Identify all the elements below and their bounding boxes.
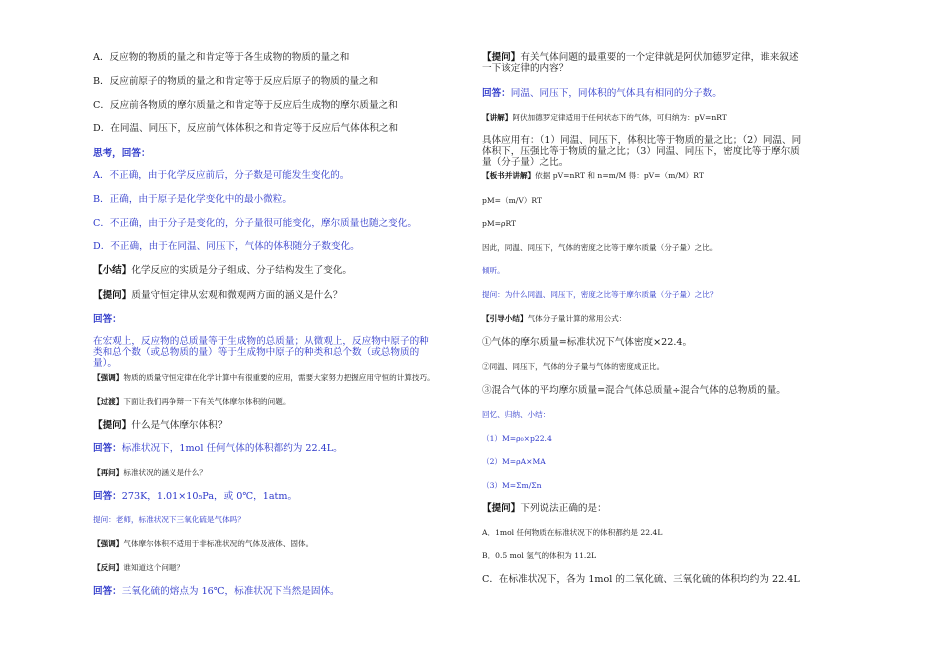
line-text: 提问：老师，标准状况下三氧化硫是气体吗？ — [93, 515, 245, 524]
line-text: 三氧化硫的熔点为 16℃，标准状况下当然是固体。 — [121, 586, 340, 597]
line-text: 273K，1.01×10₅Pa，或 0℃，1atm。 — [121, 491, 298, 502]
left-column-line — [93, 100, 398, 111]
line-text: 谁知道这个问题？ — [123, 563, 185, 572]
line-tag: 【提问】 — [482, 52, 521, 63]
right-column-line — [482, 289, 717, 300]
line-text: 物质的质量守恒定律在化学计算中有很重要的应用，需要大家努力把握应用守恒的计算技巧。 — [123, 373, 435, 382]
right-column-line — [482, 433, 552, 444]
left-column-line — [93, 538, 313, 549]
right-column-line — [482, 361, 664, 372]
right-column-line — [482, 52, 802, 74]
line-tag: 【提问】 — [93, 290, 132, 301]
line-text: 回忆、归纳、小结： — [482, 410, 551, 419]
right-column-line — [482, 170, 704, 181]
line-text: ②同温、同压下，气体的分子量与气体的密度成正比。 — [482, 362, 665, 371]
line-text: C．不正确，由于分子是变化的，分子量很可能变化，摩尔质量也随之变化。 — [93, 218, 417, 229]
line-text: 回答： — [93, 314, 122, 325]
line-tag: 回答： — [93, 491, 122, 502]
line-text: 质量守恒定律从宏观和微观两方面的涵义是什么？ — [131, 290, 343, 301]
left-column-line — [93, 562, 184, 573]
line-text: 提问：为什么同温、同压下，密度之比等于摩尔质量（分子量）之比？ — [482, 290, 718, 299]
line-text: A．不正确，由于化学反应前后，分子数是可能发生变化的。 — [93, 170, 350, 181]
line-tag: 【提问】 — [482, 503, 521, 514]
line-text: ③混合气体的平均摩尔质量=混合气体总质量÷混合气体的总物质的量。 — [482, 385, 786, 396]
line-text: 下列说法正确的是： — [520, 503, 607, 514]
line-text: C．在标准状况下，各为 1mol 的二氧化硫、三氧化硫的体积均约为 22.4L — [482, 574, 800, 585]
line-tag: 【小结】 — [93, 265, 132, 276]
line-tag: 回答： — [482, 88, 511, 99]
left-column-line — [93, 76, 378, 87]
line-text: A．反应物的物质的量之和肯定等于各生成物的物质的量之和 — [93, 52, 350, 63]
line-text: 标准状况下，1mol 任何气体的体积都约为 22.4L。 — [121, 443, 343, 454]
right-column-line — [482, 503, 607, 514]
right-column-line — [482, 242, 717, 253]
left-column-line — [93, 467, 207, 478]
line-text: 思考，回答： — [93, 148, 151, 159]
line-text: 同温、同压下，同体积的气体具有相同的分子数。 — [510, 88, 722, 99]
right-column-line — [482, 550, 596, 561]
line-text: 在宏观上，反应物的总质量等于生成物的总质量；从微观上，反应物中原子的种类和总个数（或总物质的量）等于生成物中原子的种类和总个数（或总物质的量）。 — [93, 336, 429, 369]
line-text: 什么是气体摩尔体积？ — [131, 420, 228, 431]
right-column-line — [482, 409, 550, 420]
line-tag: 【讲解】 — [482, 113, 513, 122]
line-text: B．0.5 mol 氢气的体积为 11.2L — [482, 551, 597, 560]
left-column-line — [93, 586, 340, 597]
line-tag: 【提问】 — [93, 420, 132, 431]
right-column-line — [482, 88, 722, 99]
right-column-line — [482, 527, 662, 538]
line-text: pM=ρRT — [482, 219, 517, 228]
line-text: 化学反应的实质是分子组成、分子结构发生了变化。 — [131, 265, 353, 276]
line-text: 倾听。 — [482, 266, 505, 275]
line-tag: 【过渡】 — [93, 397, 124, 406]
right-column-line — [482, 574, 800, 585]
right-column-line — [482, 385, 786, 396]
line-text: 因此，同温、同压下，气体的密度之比等于摩尔质量（分子量）之比。 — [482, 243, 718, 252]
left-column-line — [93, 218, 417, 229]
left-column-line — [93, 514, 245, 525]
right-column-line — [482, 265, 505, 276]
line-text: D．在同温、同压下，反应前气体体积之和肯定等于反应后气体体积之和 — [93, 123, 399, 134]
left-column-line — [93, 491, 297, 502]
right-column-line — [482, 480, 542, 491]
right-column-line — [482, 313, 626, 324]
left-column-line — [93, 314, 122, 325]
left-column-line — [93, 170, 349, 181]
line-text: 依据 pV=nRT 和 n=m/M 得：pV=（m/M）RT — [535, 171, 704, 180]
left-column-line — [93, 194, 292, 205]
line-tag: 【强调】 — [93, 373, 124, 382]
right-column-line — [482, 195, 542, 206]
line-text: 具体应用有：（1）同温、同压下，体积比等于物质的量之比；（2）同温、同体积下，压强比等于物质的量之比；（3）同温、同压下，密度比等于摩尔质量（分子量）之比。 — [482, 135, 802, 168]
line-tag: 【板书并讲解】 — [482, 171, 536, 180]
left-column-line — [93, 148, 151, 159]
right-column-line — [482, 218, 516, 229]
line-text: pM=（m/V）RT — [482, 196, 543, 205]
line-text: （2）M=ρA×MA — [482, 457, 546, 466]
line-text: B．正确，由于原子是化学变化中的最小微粒。 — [93, 194, 292, 205]
line-tag: 【引导小结】 — [482, 314, 528, 323]
right-column-line — [482, 135, 802, 168]
line-tag: 回答： — [93, 443, 122, 454]
line-text: C．反应前各物质的摩尔质量之和肯定等于反应后生成物的摩尔质量之和 — [93, 100, 398, 111]
left-column-line — [93, 265, 352, 276]
line-text: 气体摩尔体积不适用于非标准状况的气体及液体、固体。 — [123, 539, 314, 548]
line-tag: 【再问】 — [93, 468, 124, 477]
left-column-line — [93, 372, 435, 383]
right-column-line — [482, 456, 546, 467]
line-text: D．不正确，由于在同温、同压下，气体的体积随分子数变化。 — [93, 241, 360, 252]
line-text: 有关气体问题的最重要的一个定律就是阿伏加德罗定律，谁来叙述一下该定律的内容？ — [482, 52, 799, 74]
left-column-line — [93, 443, 343, 454]
line-text: 下面让我们再争辩一下有关气体摩尔体积的问题。 — [123, 397, 291, 406]
left-column-line — [93, 241, 360, 252]
line-text: A．1mol 任何物质在标准状况下的体积都约是 22.4L — [482, 528, 663, 537]
line-text: （3）M=Σm/Σn — [482, 481, 542, 490]
right-column-line — [482, 112, 727, 123]
left-column-line — [93, 396, 290, 407]
left-column-line — [93, 420, 227, 431]
line-tag: 回答： — [93, 586, 122, 597]
right-column-line — [482, 337, 692, 348]
left-column-line — [93, 290, 342, 301]
line-text: 阿伏加德罗定律适用于任何状态下的气体，可归纳为：pV=nRT — [512, 113, 727, 122]
line-text: 标准状况的涵义是什么？ — [123, 468, 207, 477]
line-text: B．反应前原子的物质的量之和肯定等于反应后原子的物质的量之和 — [93, 76, 379, 87]
line-tag: 【反问】 — [93, 563, 124, 572]
left-column-line — [93, 123, 398, 134]
line-text: （1）M=ρ₀×p22.4 — [482, 434, 552, 443]
line-tag: 【强调】 — [93, 539, 124, 548]
left-column-line — [93, 336, 433, 369]
left-column-line — [93, 52, 349, 63]
line-text: ①气体的摩尔质量=标准状况下气体密度×22.4。 — [482, 337, 693, 348]
line-text: 气体分子量计算的常用公式： — [527, 314, 627, 323]
